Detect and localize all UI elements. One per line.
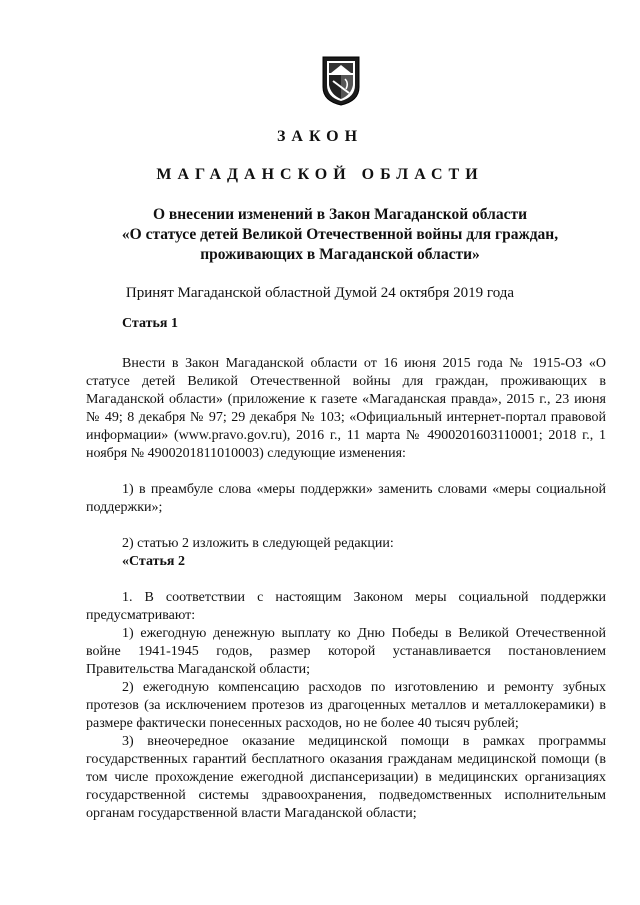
law-body [86,315,606,823]
article-1-intro: Внести в Закон Магаданской области от 16 июня 2015 года № 1915-ОЗ «О статусе детей Великой Отечественной войны для граждан, проживающих в Магаданской области» (приложение к газете «Магаданская правда», 2015 г., 23 июня № 49; 8 декабря № 97; 29 декабря № 103; «Официальный интернет-портал правовой информации» (www.pravo.gov.ru), 2016 г., 11 марта № 4900201603110001; 2018 г., 1 ноября № 4900201811010003) следующие изменения: [86,356,606,461]
law-subject [100,205,580,265]
article-1-item-1: 1) в преамбуле слова «меры поддержки» заменить словами «меры социальной поддержки»; [86,482,606,515]
article-1-heading: Статья 1 [122,316,178,331]
adoption-line: Принят Магаданской областной Думой 24 октября 2019 года [125,285,515,301]
subclause-3: 3) внеочередное оказание медицинской помощи в рамках программы государственных гарантий бесплатного оказания гражданам медицинской помощи (в том числе прохождение ежегодной диспансеризации) в медицинских организациях государственной системы здравоохранения, подведомственных исполнительным органам государственной власти Магаданской области; [86,734,606,821]
clause-1: 1. В соответствии с настоящим Законом меры социальной поддержки предусматривают: [86,590,606,623]
article-1-item-2: 2) статью 2 изложить в следующей редакции: [122,536,394,551]
subclause-1: 1) ежегодную денежную выплату ко Дню Победы в Великой Отечественной войне 1941-1945 годов, размер которой устанавливается постановлением Правительства Магаданской области; [86,626,606,677]
subclause-2: 2) ежегодную компенсацию расходов по изготовлению и ремонту зубных протезов (за исключением протезов из драгоценных металлов и металлокерамики) в размере фактически понесенных расходов, но не более 40 тысяч рублей; [86,680,606,731]
coat-of-arms-icon [321,55,361,107]
subject-line-1: О внесении изменений в Закон Магаданской области [152,206,528,223]
subject-line-2: «О статусе детей Великой Отечественной войны для граждан, [121,226,559,243]
subject-line-3: проживающих в Магаданской области» [200,246,480,263]
quoted-article-2-heading: «Статья 2 [122,554,185,569]
region-title: МАГАДАНСКОЙ ОБЛАСТИ [156,166,484,183]
document-title: ЗАКОН [276,128,364,145]
